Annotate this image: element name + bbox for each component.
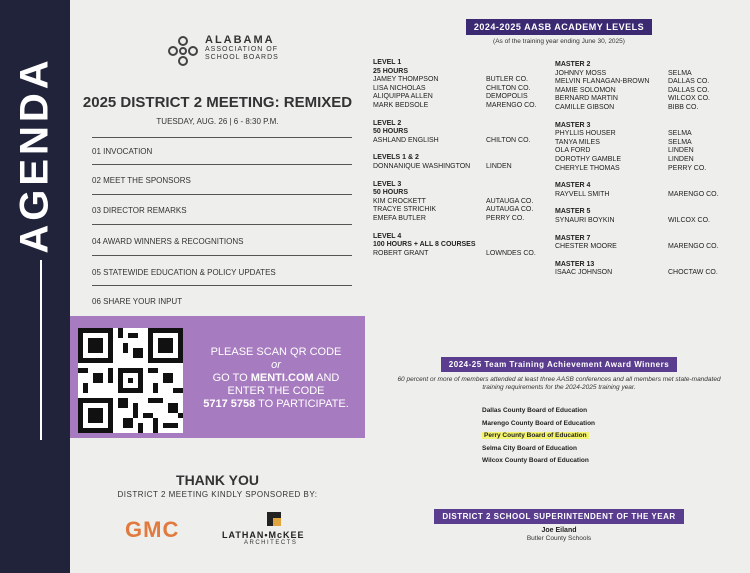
logo-line3: SCHOOL BOARDS xyxy=(205,54,279,61)
level-title: MASTER 7 xyxy=(555,234,591,242)
academy-level xyxy=(373,233,546,259)
member-system: WILCOX CO. xyxy=(668,216,711,224)
member-row xyxy=(373,206,546,215)
level-title: LEVEL 4 xyxy=(373,232,402,240)
member-name: ISAAC JOHNSON xyxy=(555,269,613,277)
qr-instructions xyxy=(190,346,362,411)
member-row xyxy=(555,191,728,200)
member-row xyxy=(373,250,546,259)
level-title: LEVEL 2 xyxy=(373,119,402,127)
member-system: MARENGO CO. xyxy=(668,243,719,251)
qr-panel xyxy=(70,316,365,438)
logo-line1: ALABAMA xyxy=(205,34,275,46)
lathan-mckee-accent-icon xyxy=(273,518,281,526)
member-row xyxy=(555,87,728,96)
member-name: PHYLLIS HOUSER xyxy=(555,130,616,138)
member-name: DOROTHY GAMBLE xyxy=(555,155,621,163)
sponsored-by: DISTRICT 2 MEETING KINDLY SPONSORED BY: xyxy=(117,490,318,499)
member-row xyxy=(555,269,728,278)
level-hours: 50 HOURS xyxy=(373,189,409,197)
member-system: AUTAUGA CO. xyxy=(486,197,534,205)
logo-line2: ASSOCIATION OF xyxy=(205,46,278,53)
board-item-highlighted: Perry County Board of Education xyxy=(484,432,587,439)
member-system: LINDEN xyxy=(668,155,694,163)
board-item: Selma City Board of Education xyxy=(482,444,577,452)
member-row xyxy=(555,147,728,156)
member-system: LINDEN xyxy=(668,147,694,155)
meeting-date: TUESDAY, AUG. 26 | 6 - 8:30 P.M. xyxy=(156,117,279,126)
member-name: ALIQUIPPA ALLEN xyxy=(373,93,433,101)
aasb-logo-icon xyxy=(165,33,201,69)
member-name: ROBERT GRANT xyxy=(373,249,429,257)
member-name: TRACYE STRICHIK xyxy=(373,206,437,214)
member-row xyxy=(373,137,546,146)
academy-note: (As of the training year ending June 30, 2025) xyxy=(493,38,625,45)
qr-or-text: or xyxy=(271,359,281,371)
right-panel xyxy=(368,0,750,573)
member-system: CHILTON CO. xyxy=(486,84,531,92)
agenda-item: 05 STATEWIDE EDUCATION & POLICY UPDATES xyxy=(92,268,276,277)
level-title: LEVEL 3 xyxy=(373,180,402,188)
member-name: LISA NICHOLAS xyxy=(373,84,426,92)
member-system: SELMA xyxy=(668,138,692,146)
level-title: MASTER 4 xyxy=(555,182,591,190)
academy-level xyxy=(555,61,728,113)
superintendent-school: Butler County Schools xyxy=(526,535,592,542)
member-name: MELVIN FLANAGAN-BROWN xyxy=(555,78,650,86)
qr-go-prefix: GO TO xyxy=(212,372,251,384)
superintendent-heading-text: DISTRICT 2 SCHOOL SUPERINTENDENT OF THE YEAR xyxy=(434,509,683,524)
academy-level xyxy=(555,235,728,252)
member-system: MARENGO CO. xyxy=(668,190,719,198)
academy-left-column xyxy=(373,59,546,267)
level-title: MASTER 2 xyxy=(555,61,591,68)
academy-level xyxy=(555,261,728,278)
agenda-divider xyxy=(92,164,352,165)
member-system: PERRY CO. xyxy=(668,164,707,172)
member-row xyxy=(555,156,728,165)
academy-level xyxy=(555,182,728,199)
member-name: RAYVELL SMITH xyxy=(555,190,610,198)
menti-link[interactable]: MENTI.COM xyxy=(250,372,314,384)
qr-go-suffix: AND xyxy=(313,372,340,384)
aasb-logo xyxy=(165,33,285,69)
qr-menti-line xyxy=(190,372,362,385)
qr-scan-text: PLEASE SCAN QR CODE xyxy=(210,346,342,358)
member-name: TANYA MILES xyxy=(555,138,600,146)
member-system: DEMOPOLIS xyxy=(486,93,528,101)
member-row xyxy=(373,215,546,224)
member-name: ASHLAND ENGLISH xyxy=(373,136,439,144)
level-hours: 25 HOURS xyxy=(373,67,409,75)
menti-code: 5717 5758 xyxy=(203,398,256,410)
member-system: CHOCTAW CO. xyxy=(668,269,718,277)
agenda-item: 06 SHARE YOUR INPUT xyxy=(92,297,183,306)
team-award-heading-text: 2024-25 Team Training Achievement Award Winners xyxy=(441,357,677,372)
board-item: Wilcox County Board of Education xyxy=(482,457,589,464)
agenda-item: 03 DIRECTOR REMARKS xyxy=(92,206,187,215)
sidebar-divider xyxy=(40,260,42,440)
level-title: MASTER 3 xyxy=(555,121,591,129)
board-item: Dallas County Board of Education xyxy=(482,407,588,414)
agenda-divider xyxy=(92,224,352,225)
board-item: Marengo County Board of Education xyxy=(482,419,596,427)
lathan-mckee-logo xyxy=(222,512,332,552)
member-name: JAMEY THOMPSON xyxy=(373,76,439,84)
member-name: BERNARD MARTIN xyxy=(555,95,618,103)
member-row xyxy=(555,243,728,252)
team-award-heading xyxy=(368,354,750,372)
member-row xyxy=(373,163,546,172)
member-name: CHESTER MOORE xyxy=(555,243,617,251)
team-award-note: 60 percent or more of members attended at least three AASB conferences and all members met state-mandated training requirements for the 2024-2025 training year. xyxy=(397,376,721,391)
member-name: MAMIE SOLOMON xyxy=(555,86,616,94)
level-title: LEVEL 1 xyxy=(373,59,402,66)
qr-participate: TO PARTICIPATE. xyxy=(255,398,349,410)
member-system: BIBB CO. xyxy=(668,103,699,111)
superintendent-name: Joe Eiland xyxy=(541,527,577,534)
academy-right-column xyxy=(555,61,728,287)
member-name: SYNAURI BOYKIN xyxy=(555,216,615,224)
member-row xyxy=(555,104,728,113)
agenda-item: 02 MEET THE SPONSORS xyxy=(92,176,191,185)
level-title: MASTER 13 xyxy=(555,260,595,268)
member-system: SELMA xyxy=(668,69,692,77)
lathan-mckee-sub: ARCHITECTS xyxy=(244,540,298,546)
member-system: MARENGO CO. xyxy=(486,101,537,109)
level-hours: 50 HOURS xyxy=(373,128,409,136)
member-row xyxy=(373,198,546,207)
member-name: CHERYLE THOMAS xyxy=(555,164,620,172)
level-hours: 100 HOURS + ALL 8 COURSES xyxy=(373,241,476,249)
member-row xyxy=(555,130,728,139)
academy-level xyxy=(373,120,546,146)
member-row xyxy=(373,102,546,111)
member-system: PERRY CO. xyxy=(486,214,525,222)
member-system: CHILTON CO. xyxy=(486,136,531,144)
member-system: AUTAUGA CO. xyxy=(486,206,534,214)
academy-level xyxy=(373,181,546,224)
level-title: LEVELS 1 & 2 xyxy=(373,154,419,162)
agenda-sidebar xyxy=(0,0,70,573)
agenda-item: 01 INVOCATION xyxy=(92,147,153,156)
agenda-vertical-label: AGENDA xyxy=(12,56,57,254)
member-row xyxy=(555,70,728,79)
team-award-boards xyxy=(482,405,595,468)
member-name: CAMILLE GIBSON xyxy=(555,103,615,111)
member-name: OLA FORD xyxy=(555,147,591,155)
member-system: LINDEN xyxy=(486,162,512,170)
member-system: SELMA xyxy=(668,130,692,138)
academy-level xyxy=(373,154,546,171)
agenda-divider xyxy=(92,285,352,286)
qr-enter-line: ENTER THE CODE xyxy=(227,385,325,397)
member-row xyxy=(555,95,728,104)
member-row xyxy=(373,85,546,94)
academy-level xyxy=(555,208,728,225)
academy-heading-text: 2024-2025 AASB ACADEMY LEVELS xyxy=(466,19,652,35)
academy-level xyxy=(373,59,546,111)
qr-code-line xyxy=(190,398,362,411)
left-panel xyxy=(70,0,365,573)
member-system: WILCOX CO. xyxy=(668,95,711,103)
thank-you-title: THANK YOU xyxy=(176,472,259,488)
academy-heading xyxy=(368,17,750,35)
academy-level xyxy=(555,122,728,174)
agenda-divider xyxy=(92,255,352,256)
agenda-item: 04 AWARD WINNERS & RECOGNITIONS xyxy=(92,237,244,246)
member-row xyxy=(555,165,728,174)
member-row xyxy=(555,78,728,87)
member-name: JOHNNY MOSS xyxy=(555,69,607,77)
superintendent-heading xyxy=(368,506,750,524)
level-title: MASTER 5 xyxy=(555,208,591,216)
board-item xyxy=(482,430,595,443)
member-row xyxy=(555,139,728,148)
logo-text xyxy=(205,35,279,62)
member-system: BUTLER CO. xyxy=(486,76,529,84)
member-name: EMEFA BUTLER xyxy=(373,214,426,222)
lathan-mckee-name: LATHAN•McKEE xyxy=(222,530,305,540)
agenda-divider xyxy=(92,137,352,138)
member-system: LOWNDES CO. xyxy=(486,249,536,257)
gmc-logo: GMC xyxy=(125,517,180,542)
meeting-title: 2025 DISTRICT 2 MEETING: REMIXED xyxy=(82,94,353,111)
qr-code-icon[interactable] xyxy=(78,328,183,433)
member-row xyxy=(373,76,546,85)
agenda-divider xyxy=(92,194,352,195)
member-row xyxy=(373,93,546,102)
member-name: DONNANIQUE WASHINGTON xyxy=(373,162,471,170)
member-row xyxy=(555,217,728,226)
member-name: KIM CROCKETT xyxy=(373,197,426,205)
member-system: DALLAS CO. xyxy=(668,86,710,94)
member-system: DALLAS CO. xyxy=(668,78,710,86)
member-name: MARK BEDSOLE xyxy=(373,101,429,109)
